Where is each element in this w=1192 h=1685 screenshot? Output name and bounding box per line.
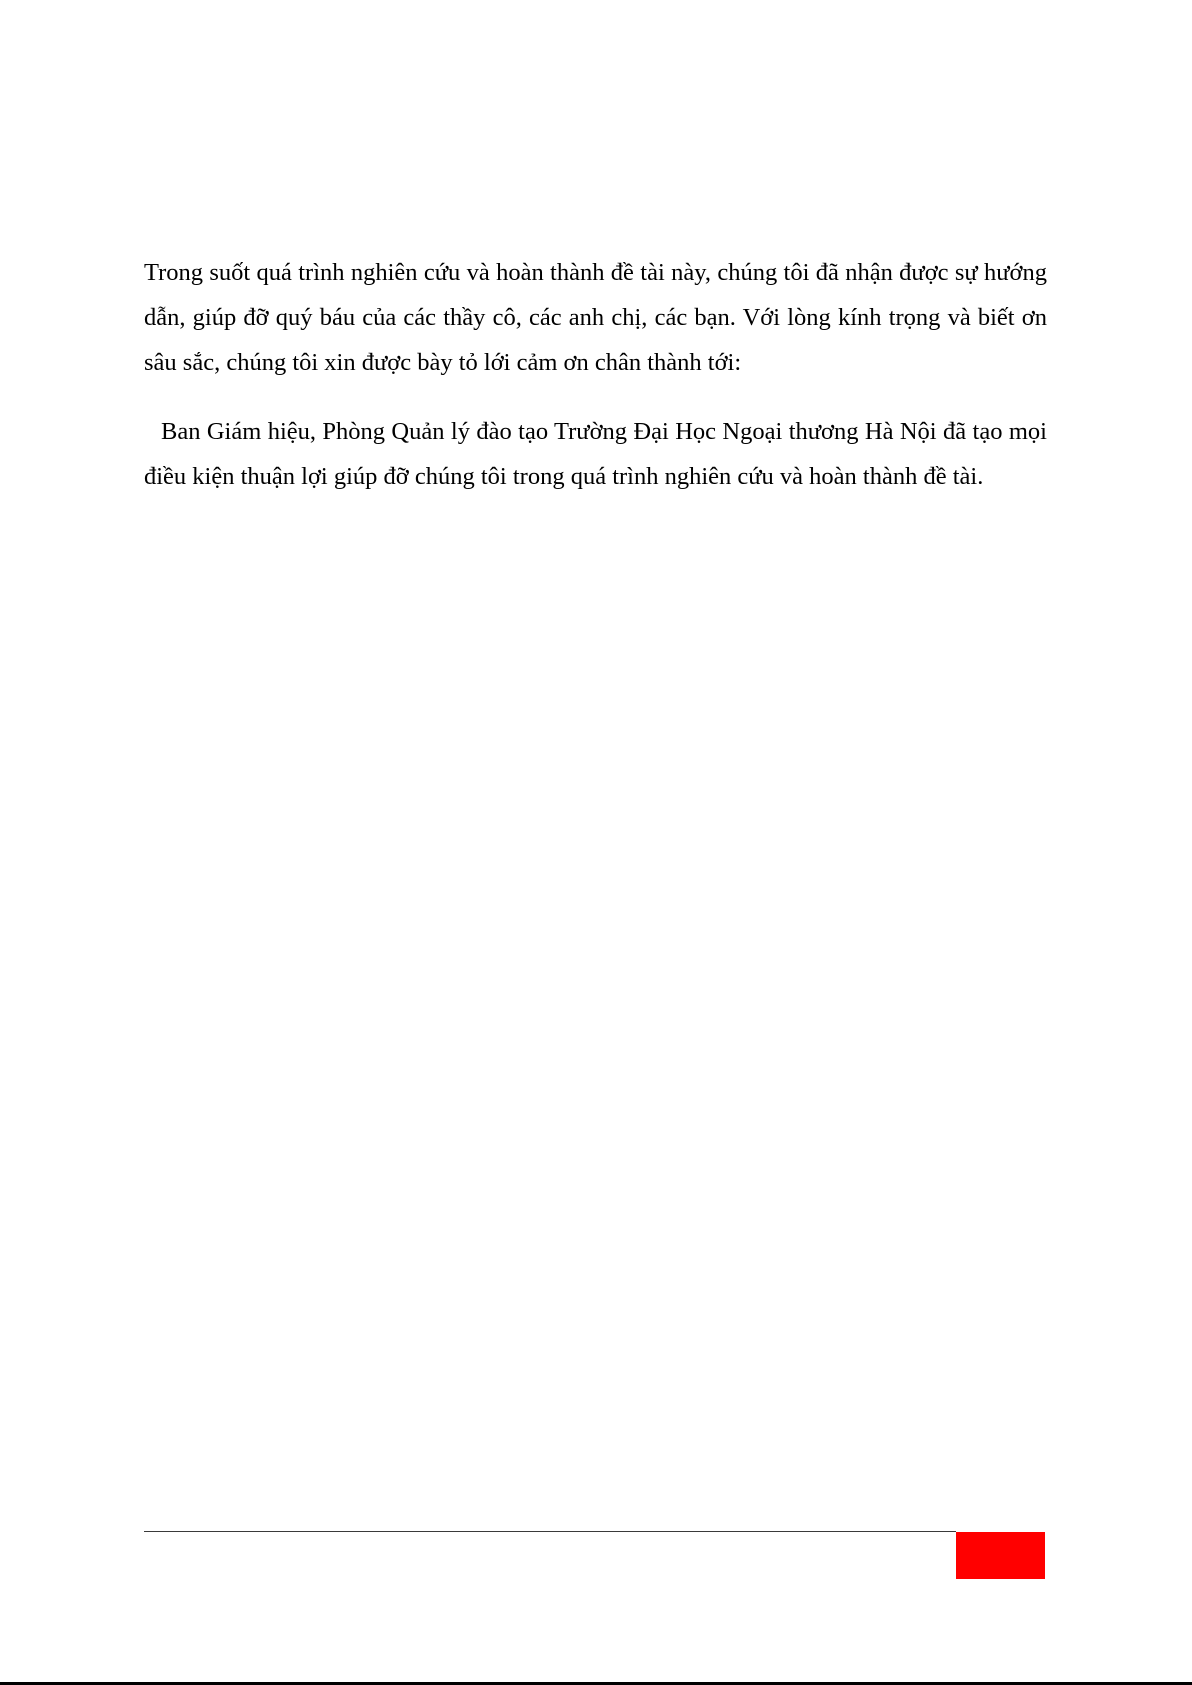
- acknowledgement-paragraph: Ban Giám hiệu, Phòng Quản lý đào tạo Trường Đại Học Ngoại thương Hà Nội đã tạo mọi điều kiện thuận lợi giúp đỡ chúng tôi trong quá trình nghiên cứu và hoàn thành đề tài.: [144, 418, 1047, 490]
- page-number-box: [956, 1532, 1045, 1579]
- footer-rule: [144, 1531, 956, 1532]
- page-body: [144, 250, 1047, 499]
- intro-paragraph: Trong suốt quá trình nghiên cứu và hoàn thành đề tài này, chúng tôi đã nhận được sự hướng dẫn, giúp đỡ quý báu của các thầy cô, các anh chị, các bạn. Với lòng kính trọng và biết ơn sâu sắc, chúng tôi xin được bày tỏ lới cảm ơn chân thành tới:: [144, 259, 1047, 376]
